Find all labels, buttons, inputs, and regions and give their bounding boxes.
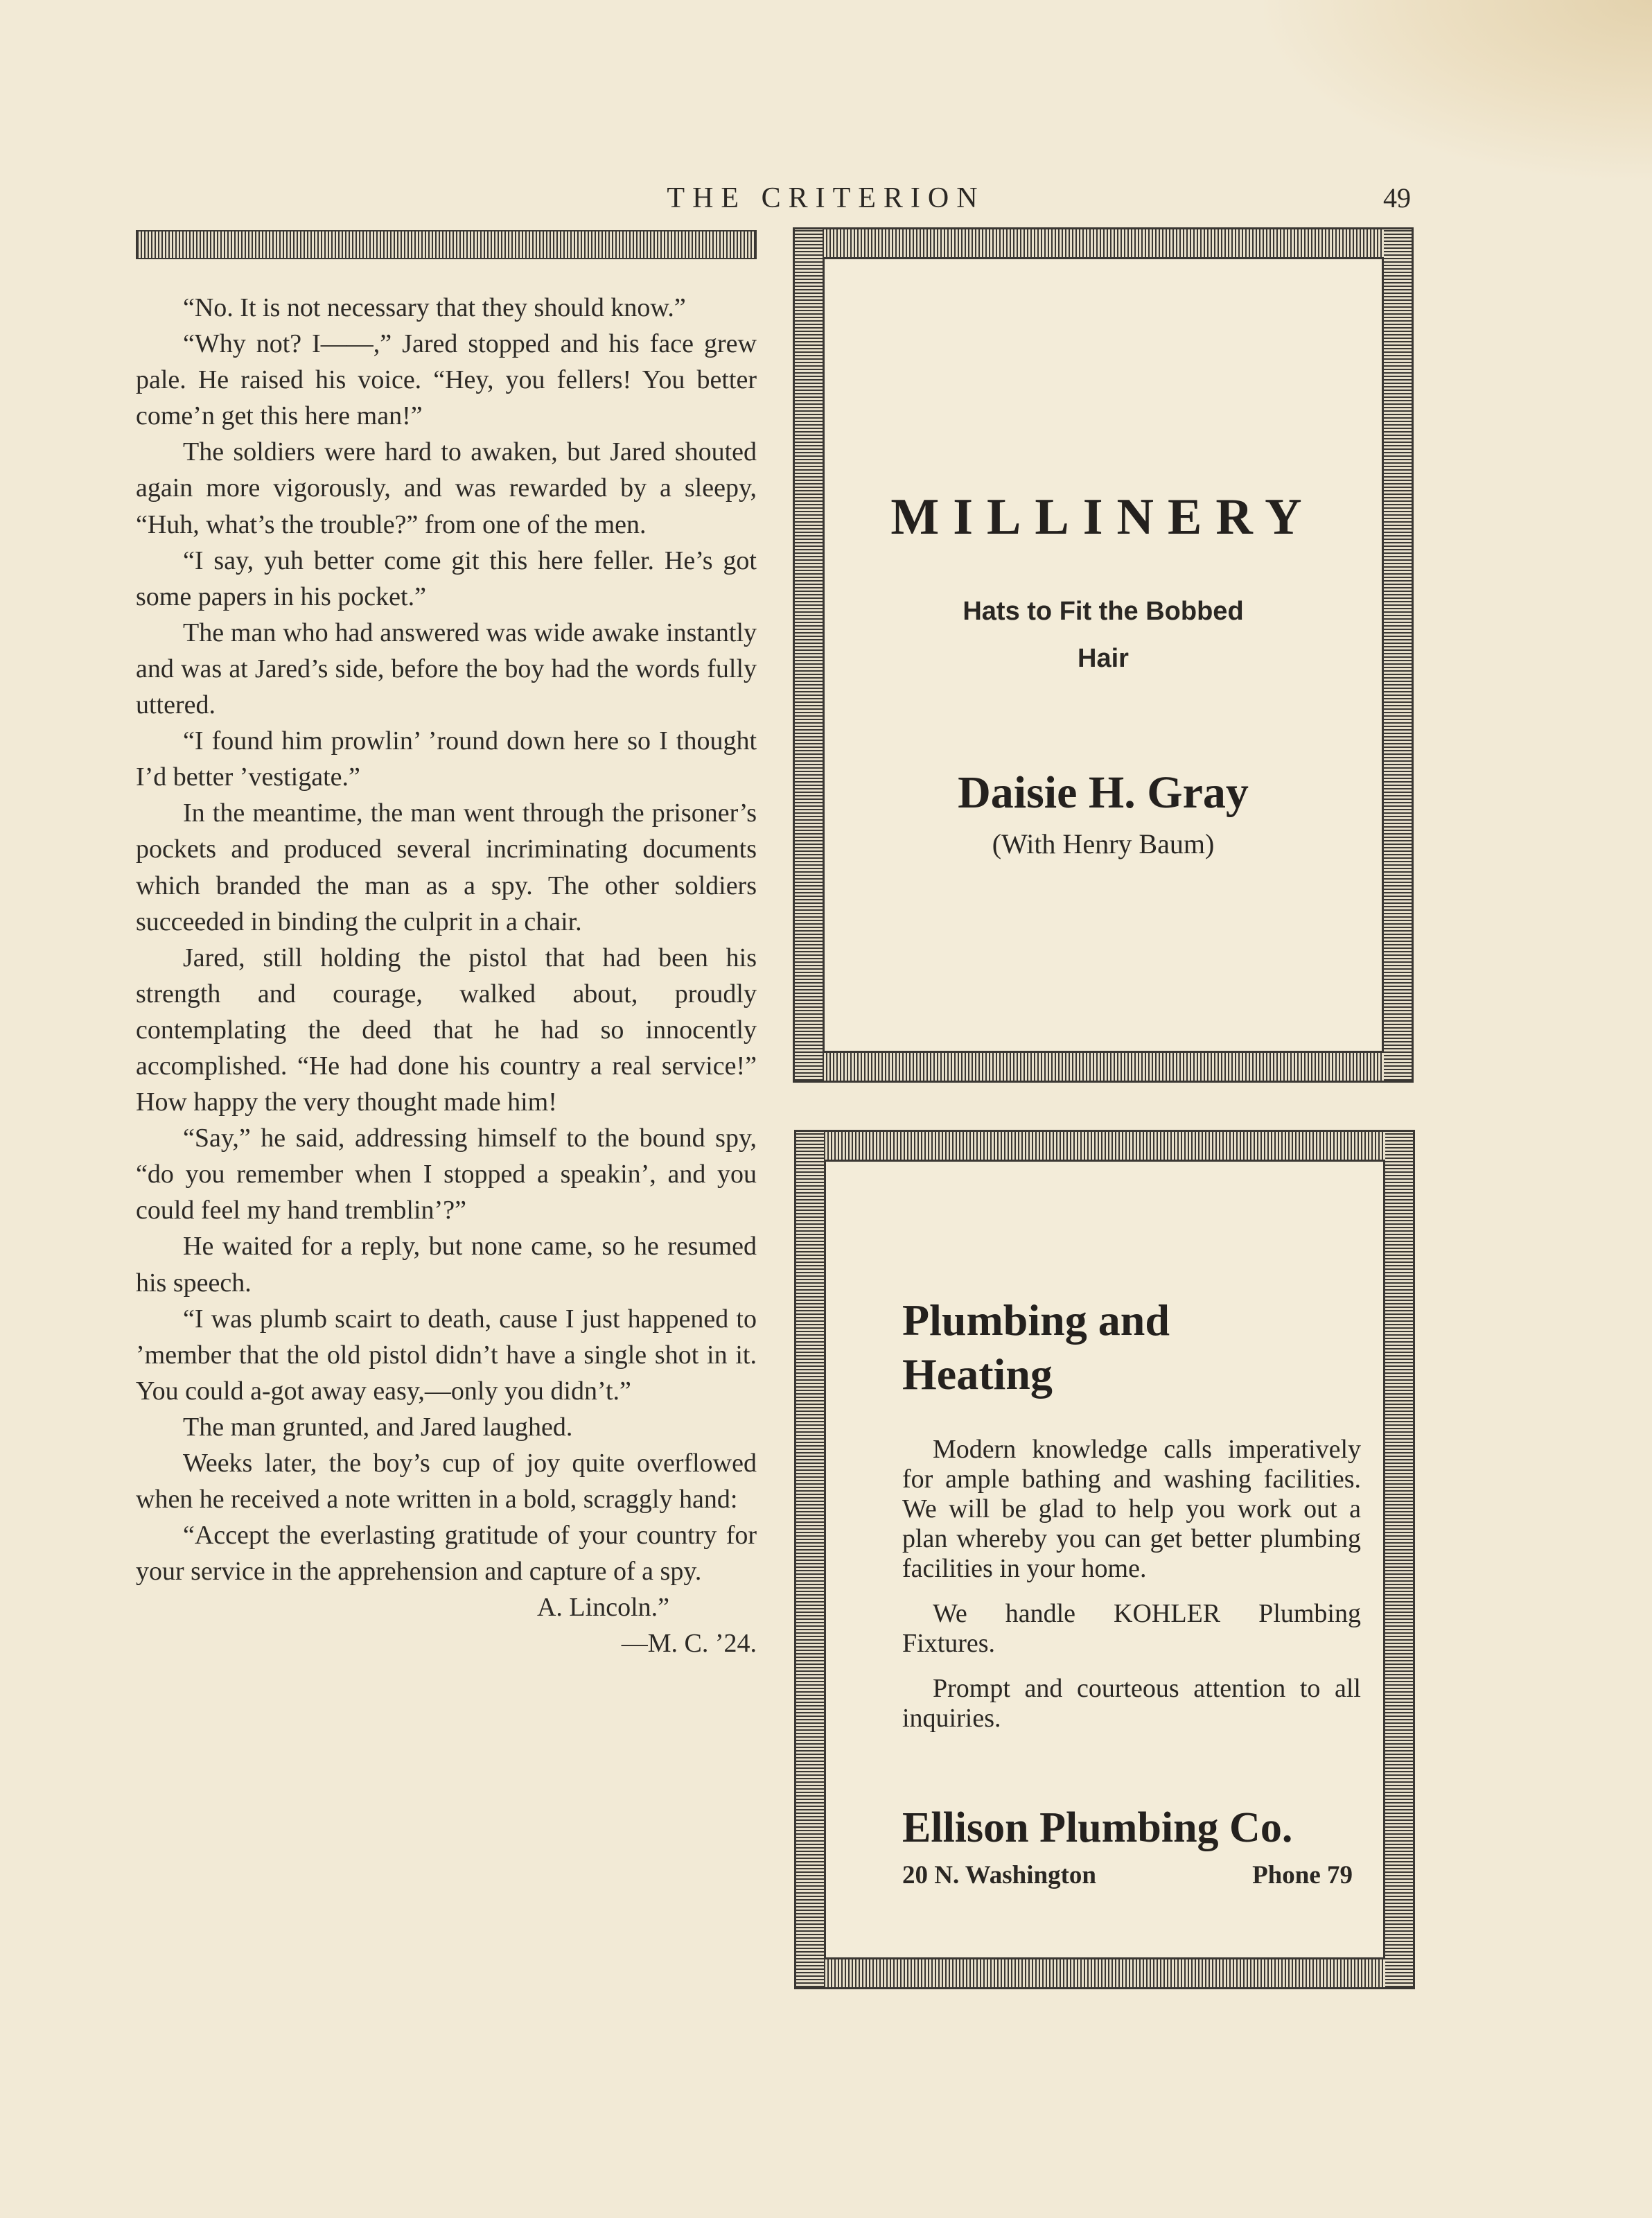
ad-border-bottom: [796, 1959, 1413, 1987]
ad-tagline-line: Hair: [1078, 644, 1129, 673]
story-paragraph: Weeks later, the boy’s cup of joy quite overflowed when he received a note written in a bold, scraggly hand:: [136, 1449, 757, 1514]
ad-company-name: Ellison Plumbing Co.: [902, 1804, 1293, 1851]
story-paragraph: The man grunted, and Jared laughed.: [183, 1412, 573, 1442]
ad-tagline: [825, 588, 1382, 682]
story-header-rule: [136, 230, 757, 259]
story-signature: A. Lincoln.”: [536, 1593, 669, 1623]
ad-border-right: [1385, 1132, 1413, 1987]
ad-heading: [902, 1293, 1170, 1401]
story-paragraph: “Say,” he said, addressing himself to the bound spy, “do you remember when I stopped a speakin’, and you could feel my hand tremblin’?”: [136, 1124, 757, 1225]
ad-border-bottom: [795, 1053, 1412, 1081]
ad-heading-line: Heating: [902, 1350, 1053, 1399]
ad-body-paragraph: Modern knowledge calls imperatively for ample bathing and washing facilities. We will be glad to help you work out a plan whereby you can get better plumbing facilities in your home.: [902, 1435, 1361, 1583]
plumbing-ad: [794, 1130, 1415, 1989]
story-paragraph: “Accept the everlasting gratitude of your country for your service in the apprehension and capture of a spy.: [136, 1521, 757, 1587]
story-column: [136, 290, 757, 1662]
ad-border-top: [796, 1132, 1413, 1160]
ad-proprietor-name: Daisie H. Gray: [958, 767, 1249, 818]
ad-panel: [824, 1160, 1385, 1959]
ad-subtitle: (With Henry Baum): [992, 828, 1215, 859]
ad-border-left: [795, 229, 823, 1081]
story-author: —M. C. ’24.: [621, 1629, 757, 1659]
millinery-ad: [793, 227, 1414, 1083]
ad-title: MILLINERY: [890, 489, 1316, 545]
ad-phone: Phone 79: [1252, 1861, 1353, 1889]
story-paragraph: “Why not? I——,” Jared stopped and his face grew pale. He raised his voice. “Hey, you fellers! You better come’n get this here man!”: [136, 329, 757, 431]
story-paragraph: The man who had answered was wide awake instantly and was at Jared’s side, before the boy had the words fully uttered.: [136, 618, 757, 720]
ad-border-right: [1384, 229, 1412, 1081]
ad-contact-line: [902, 1860, 1353, 1890]
ad-body-paragraph: We handle KOHLER Plumbing Fixtures.: [902, 1599, 1361, 1658]
story-paragraph: “I was plumb scairt to death, cause I just happened to ’member that the old pistol didn’t have a single shot in it. You could a-got away easy,—only you didn’t.”: [136, 1304, 757, 1406]
ad-border-top: [795, 229, 1412, 257]
story-paragraph: In the meantime, the man went through the prisoner’s pockets and produced several incriminating documents which branded the man as a spy. The other soldiers succeeded in binding the culprit in a chair.: [136, 798, 757, 936]
ad-tagline-line: Hats to Fit the Bobbed: [963, 597, 1244, 626]
ad-address: 20 N. Washington: [902, 1861, 1096, 1889]
ad-body-paragraph: Prompt and courteous attention to all inquiries.: [902, 1674, 1361, 1733]
ad-body: [902, 1435, 1361, 1749]
running-header: THE CRITERION: [667, 182, 985, 214]
ad-panel: [823, 257, 1384, 1053]
story-paragraph: He waited for a reply, but none came, so he resumed his speech.: [136, 1232, 757, 1298]
story-paragraph: The soldiers were hard to awaken, but Jared shouted again more vigorously, and was rewarded by a sleepy, “Huh, what’s the trouble?” from one of the men.: [136, 437, 757, 539]
ad-heading-line: Plumbing and: [902, 1295, 1170, 1345]
page-number: 49: [1383, 182, 1411, 213]
story-paragraph: “I say, yuh better come git this here feller. He’s got some papers in his pocket.”: [136, 545, 757, 611]
ad-border-left: [796, 1132, 824, 1987]
page-stain: [1264, 0, 1652, 180]
story-paragraph: Jared, still holding the pistol that had been his strength and courage, walked about, proudly contemplating the deed that he had so innocently accomplished. “He had done his country a real service!” How happy the very thought made him!: [136, 943, 757, 1117]
story-paragraph: “No. It is not necessary that they should know.”: [183, 293, 686, 322]
story-paragraph: “I found him prowlin’ ’round down here so I thought I’d better ’vestigate.”: [136, 726, 757, 792]
